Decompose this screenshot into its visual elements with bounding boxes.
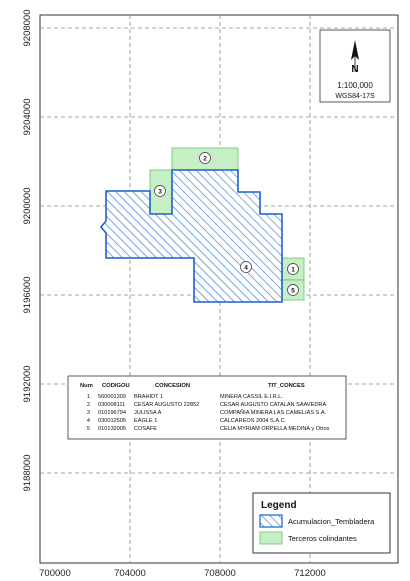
north-letter: N (351, 64, 359, 75)
table-row-3-num: 3 (86, 410, 90, 416)
legend-swatch-third-party (260, 532, 282, 544)
x-tick-label: 704000 (114, 568, 146, 579)
x-tick-label: 712000 (294, 568, 326, 579)
table-row-1-num: 1 (86, 394, 90, 400)
table-row-3-titular: COMPAÑIA MINERA LAS CAMELIAS S.A. (220, 410, 327, 416)
table-row-5-code: 010132005 (98, 426, 126, 432)
legend-swatch-accumulation (260, 515, 282, 527)
y-tick-label: 9192000 (22, 365, 33, 403)
table-row-3-concesion: JULISSA A (134, 410, 162, 416)
x-tick-label: 700000 (39, 568, 71, 579)
table-header-tit-conces: TIT_CONCES (268, 383, 305, 389)
y-tick-label: 9208000 (22, 9, 33, 47)
x-tick-label: 708000 (204, 568, 236, 579)
table-row-2-titular: CESAR AUGUSTO CATALAN SAAVEDRA (220, 402, 327, 408)
y-tick-label: 9188000 (22, 454, 33, 492)
parcel-label-4: 4 (244, 264, 248, 272)
table-row-1-code: 560001309 (98, 394, 126, 400)
y-tick-label: 9200000 (22, 187, 33, 225)
table-row-5-num: 5 (86, 426, 90, 432)
table-row-4-concesion: EAGLE 1 (134, 418, 158, 424)
legend (253, 493, 390, 553)
table-header-concesion: CONCESION (155, 383, 191, 389)
scale-text: 1:100,000 (337, 81, 373, 90)
x-axis-labels (39, 568, 326, 579)
parcel-label-3: 3 (158, 188, 162, 196)
table-row-1-concesion: BRAHIDT 1 (134, 394, 164, 400)
y-tick-label: 9196000 (22, 276, 33, 314)
legend-title: Legend (261, 500, 297, 511)
north-scale-block (320, 30, 390, 102)
parcel-label-2: 2 (203, 155, 207, 163)
table-row-4-titular: CALCAREOS 2004 S.A.C. (220, 418, 287, 424)
table-row-5-titular: CELIA MYRIAM ORPELLA MEDINA y Otros (220, 426, 330, 432)
table-row-2-num: 2 (86, 402, 90, 408)
parcel-label-5: 5 (291, 287, 295, 295)
table-row-2-code: 030008111 (98, 402, 126, 408)
table-header-num: Num (80, 383, 93, 389)
concessions-table (68, 376, 346, 439)
table-row-4-code: 030012505 (98, 418, 126, 424)
legend-label-accumulation: Acumulacion_Tembladera (288, 517, 375, 526)
parcel-label-1: 1 (291, 266, 295, 274)
table-row-3-code: 010196794 (98, 410, 126, 416)
table-row-1-titular: MINERA CASSIL E.I.R.L. (220, 394, 283, 400)
legend-label-third-party: Terceros colindantes (288, 534, 357, 543)
table-row-2-concesion: CESAR AUGUSTO 22852 (134, 402, 200, 408)
table-header-codigou: CODIGOU (102, 383, 130, 389)
y-tick-label: 9204000 (22, 98, 33, 136)
y-axis-labels (22, 10, 33, 492)
table-row-5-concesion: COSAFE (134, 426, 158, 432)
datum-text: WGS84-17S (335, 93, 375, 100)
table-row-4-num: 4 (86, 418, 90, 424)
